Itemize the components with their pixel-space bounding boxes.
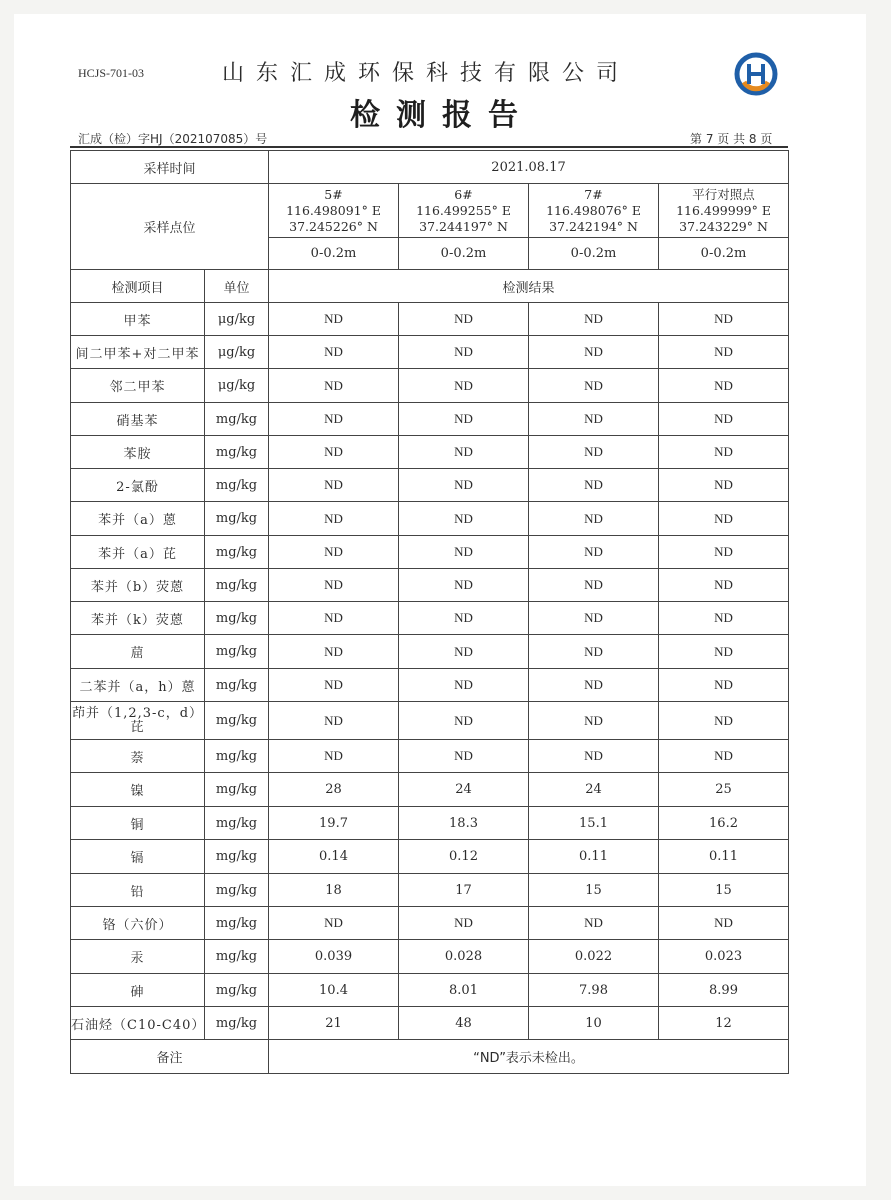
- point-cell: [269, 184, 399, 238]
- test-item: 石油烃（C10-C40）: [71, 1007, 205, 1040]
- unit-cell: μg/kg: [205, 303, 269, 336]
- result-cell: ND: [399, 336, 529, 369]
- test-item: 萘: [71, 740, 205, 773]
- result-cell: ND: [529, 669, 659, 702]
- unit-cell: mg/kg: [205, 702, 269, 740]
- unit-cell: mg/kg: [205, 940, 269, 974]
- unit-cell: mg/kg: [205, 635, 269, 669]
- result-cell: 0.11: [659, 840, 789, 874]
- test-item: 间二甲苯+对二甲苯: [71, 336, 205, 369]
- result-cell: ND: [269, 369, 399, 403]
- table-row: [71, 436, 789, 469]
- column-header-row: [71, 270, 789, 303]
- result-cell: ND: [529, 740, 659, 773]
- table-row: [71, 369, 789, 403]
- table-row: [71, 602, 789, 635]
- table-row: [71, 536, 789, 569]
- result-cell: ND: [269, 907, 399, 940]
- unit-cell: mg/kg: [205, 773, 269, 807]
- result-cell: ND: [659, 740, 789, 773]
- table-row: [71, 303, 789, 336]
- table-row: [71, 1007, 789, 1040]
- test-item: 砷: [71, 974, 205, 1007]
- test-item: 镉: [71, 840, 205, 874]
- result-cell: 25: [659, 773, 789, 807]
- result-cell: ND: [269, 669, 399, 702]
- test-item: 䓛: [71, 635, 205, 669]
- sampling-time-value: 2021.08.17: [269, 151, 789, 184]
- unit-cell: μg/kg: [205, 369, 269, 403]
- result-cell: ND: [529, 303, 659, 336]
- result-cell: ND: [659, 303, 789, 336]
- point-lon: 116.498091° E: [286, 202, 381, 218]
- result-cell: ND: [269, 403, 399, 436]
- unit-cell: mg/kg: [205, 469, 269, 502]
- result-cell: ND: [269, 635, 399, 669]
- result-cell: ND: [529, 369, 659, 403]
- result-cell: ND: [399, 569, 529, 602]
- test-item: 铅: [71, 874, 205, 907]
- result-cell: ND: [269, 569, 399, 602]
- result-cell: ND: [269, 602, 399, 635]
- result-cell: ND: [659, 369, 789, 403]
- result-cell: 10.4: [269, 974, 399, 1007]
- result-cell: ND: [399, 536, 529, 569]
- table-row: [71, 974, 789, 1007]
- result-cell: 0.022: [529, 940, 659, 974]
- result-cell: ND: [529, 635, 659, 669]
- result-cell: ND: [399, 635, 529, 669]
- result-cell: ND: [269, 502, 399, 536]
- result-cell: ND: [399, 303, 529, 336]
- result-cell: ND: [269, 436, 399, 469]
- test-item: 苯并（a）蒽: [71, 502, 205, 536]
- test-item: 苯并（k）荧蒽: [71, 602, 205, 635]
- result-cell: 21: [269, 1007, 399, 1040]
- header-rule: [70, 146, 788, 148]
- table-row: [71, 807, 789, 840]
- unit-cell: mg/kg: [205, 436, 269, 469]
- result-cell: 15.1: [529, 807, 659, 840]
- point-depth: 0-0.2m: [269, 238, 399, 270]
- result-cell: 18: [269, 874, 399, 907]
- result-cell: 15: [529, 874, 659, 907]
- table-row: [71, 840, 789, 874]
- point-name: 平行对照点: [692, 186, 755, 202]
- remark-label: 备注: [71, 1040, 269, 1074]
- result-cell: 0.12: [399, 840, 529, 874]
- point-lon: 116.499255° E: [416, 202, 511, 218]
- test-item: 邻二甲苯: [71, 369, 205, 403]
- result-cell: 17: [399, 874, 529, 907]
- result-cell: ND: [399, 907, 529, 940]
- document-code: HCJS-701-03: [78, 66, 145, 80]
- table-row: [71, 740, 789, 773]
- point-lat: 37.242194° N: [549, 218, 638, 234]
- result-cell: ND: [269, 469, 399, 502]
- unit-cell: mg/kg: [205, 1007, 269, 1040]
- test-item: 硝基苯: [71, 403, 205, 436]
- unit-cell: mg/kg: [205, 840, 269, 874]
- result-cell: ND: [659, 635, 789, 669]
- unit-cell: mg/kg: [205, 569, 269, 602]
- unit-cell: mg/kg: [205, 907, 269, 940]
- result-cell: ND: [659, 702, 789, 740]
- unit-cell: mg/kg: [205, 974, 269, 1007]
- result-cell: 24: [529, 773, 659, 807]
- remark-value: “ND”表示未检出。: [269, 1040, 789, 1074]
- sampling-point-row: [71, 184, 789, 238]
- point-lon: 116.499999° E: [676, 202, 771, 218]
- result-cell: ND: [399, 403, 529, 436]
- result-cell: ND: [659, 536, 789, 569]
- table-row: [71, 403, 789, 436]
- point-name: 6#: [454, 186, 473, 202]
- table-row: [71, 773, 789, 807]
- test-item: 汞: [71, 940, 205, 974]
- result-cell: 24: [399, 773, 529, 807]
- unit-cell: mg/kg: [205, 740, 269, 773]
- result-cell: ND: [399, 602, 529, 635]
- point-cell: [659, 184, 789, 238]
- result-cell: 0.11: [529, 840, 659, 874]
- table-row: [71, 569, 789, 602]
- result-cell: ND: [269, 702, 399, 740]
- unit-cell: mg/kg: [205, 536, 269, 569]
- result-cell: 0.028: [399, 940, 529, 974]
- result-cell: ND: [659, 403, 789, 436]
- sampling-time-row: [71, 151, 789, 184]
- result-cell: 0.14: [269, 840, 399, 874]
- unit-cell: mg/kg: [205, 502, 269, 536]
- point-depth: 0-0.2m: [659, 238, 789, 270]
- result-cell: 19.7: [269, 807, 399, 840]
- result-cell: ND: [659, 602, 789, 635]
- result-cell: ND: [529, 436, 659, 469]
- page-info: 第 7 页 共 8 页: [690, 132, 773, 146]
- table-row: [71, 940, 789, 974]
- result-cell: ND: [529, 502, 659, 536]
- result-cell: 18.3: [399, 807, 529, 840]
- test-item: 铜: [71, 807, 205, 840]
- result-cell: 8.99: [659, 974, 789, 1007]
- company-name: 山东汇成环保科技有限公司: [222, 61, 631, 86]
- unit-header: 单位: [205, 270, 269, 303]
- table-row: [71, 702, 789, 740]
- remark-row: [71, 1040, 789, 1074]
- result-header: 检测结果: [269, 270, 789, 303]
- unit-cell: mg/kg: [205, 807, 269, 840]
- sampling-point-label: 采样点位: [71, 184, 269, 270]
- result-cell: ND: [399, 502, 529, 536]
- result-cell: 12: [659, 1007, 789, 1040]
- table-row: [71, 635, 789, 669]
- result-cell: ND: [269, 740, 399, 773]
- result-cell: ND: [399, 740, 529, 773]
- result-cell: ND: [529, 536, 659, 569]
- result-cell: ND: [529, 336, 659, 369]
- point-cell: [529, 184, 659, 238]
- result-cell: ND: [659, 436, 789, 469]
- result-cell: 16.2: [659, 807, 789, 840]
- point-lat: 37.245226° N: [289, 218, 378, 234]
- result-cell: 10: [529, 1007, 659, 1040]
- results-table: [70, 150, 789, 1074]
- table-row: [71, 907, 789, 940]
- table-row: [71, 502, 789, 536]
- result-cell: ND: [269, 536, 399, 569]
- table-row: [71, 469, 789, 502]
- point-lat: 37.244197° N: [419, 218, 508, 234]
- result-cell: 8.01: [399, 974, 529, 1007]
- result-cell: ND: [659, 336, 789, 369]
- result-cell: 7.98: [529, 974, 659, 1007]
- test-item: 甲苯: [71, 303, 205, 336]
- table-row: [71, 874, 789, 907]
- unit-cell: mg/kg: [205, 403, 269, 436]
- company-logo-icon: [734, 52, 778, 96]
- result-cell: ND: [529, 403, 659, 436]
- result-cell: ND: [399, 702, 529, 740]
- result-cell: 15: [659, 874, 789, 907]
- point-lat: 37.243229° N: [679, 218, 768, 234]
- test-item: 苯胺: [71, 436, 205, 469]
- table-row: [71, 669, 789, 702]
- sampling-time-label: 采样时间: [71, 151, 269, 184]
- result-cell: ND: [659, 502, 789, 536]
- report-number: 汇成（检）字HJ（202107085）号: [78, 132, 268, 146]
- result-cell: ND: [529, 469, 659, 502]
- test-item: 苯并（b）荧蒽: [71, 569, 205, 602]
- point-name: 5#: [324, 186, 343, 202]
- point-cell: [399, 184, 529, 238]
- test-item: 2-氯酚: [71, 469, 205, 502]
- result-cell: 0.023: [659, 940, 789, 974]
- result-cell: ND: [399, 669, 529, 702]
- point-depth: 0-0.2m: [529, 238, 659, 270]
- unit-cell: mg/kg: [205, 669, 269, 702]
- result-cell: ND: [529, 907, 659, 940]
- point-name: 7#: [584, 186, 603, 202]
- result-cell: ND: [269, 303, 399, 336]
- result-cell: ND: [399, 469, 529, 502]
- point-lon: 116.498076° E: [546, 202, 641, 218]
- table-row: [71, 336, 789, 369]
- result-cell: ND: [529, 602, 659, 635]
- test-item: 铬（六价）: [71, 907, 205, 940]
- test-item: 镍: [71, 773, 205, 807]
- unit-cell: mg/kg: [205, 602, 269, 635]
- result-cell: ND: [269, 336, 399, 369]
- result-cell: ND: [659, 469, 789, 502]
- unit-cell: μg/kg: [205, 336, 269, 369]
- point-depth: 0-0.2m: [399, 238, 529, 270]
- unit-cell: mg/kg: [205, 874, 269, 907]
- test-item: 二苯并（a，h）蒽: [71, 669, 205, 702]
- result-cell: ND: [659, 669, 789, 702]
- result-cell: 48: [399, 1007, 529, 1040]
- result-cell: 0.039: [269, 940, 399, 974]
- result-cell: ND: [659, 907, 789, 940]
- result-cell: ND: [399, 436, 529, 469]
- result-cell: 28: [269, 773, 399, 807]
- result-cell: ND: [399, 369, 529, 403]
- result-cell: ND: [529, 569, 659, 602]
- result-cell: ND: [529, 702, 659, 740]
- test-item: 苯并（a）芘: [71, 536, 205, 569]
- test-item: 茚并（1,2,3-c，d）芘: [71, 702, 205, 740]
- item-header: 检测项目: [71, 270, 205, 303]
- report-title: 检测报告: [350, 98, 534, 133]
- result-cell: ND: [659, 569, 789, 602]
